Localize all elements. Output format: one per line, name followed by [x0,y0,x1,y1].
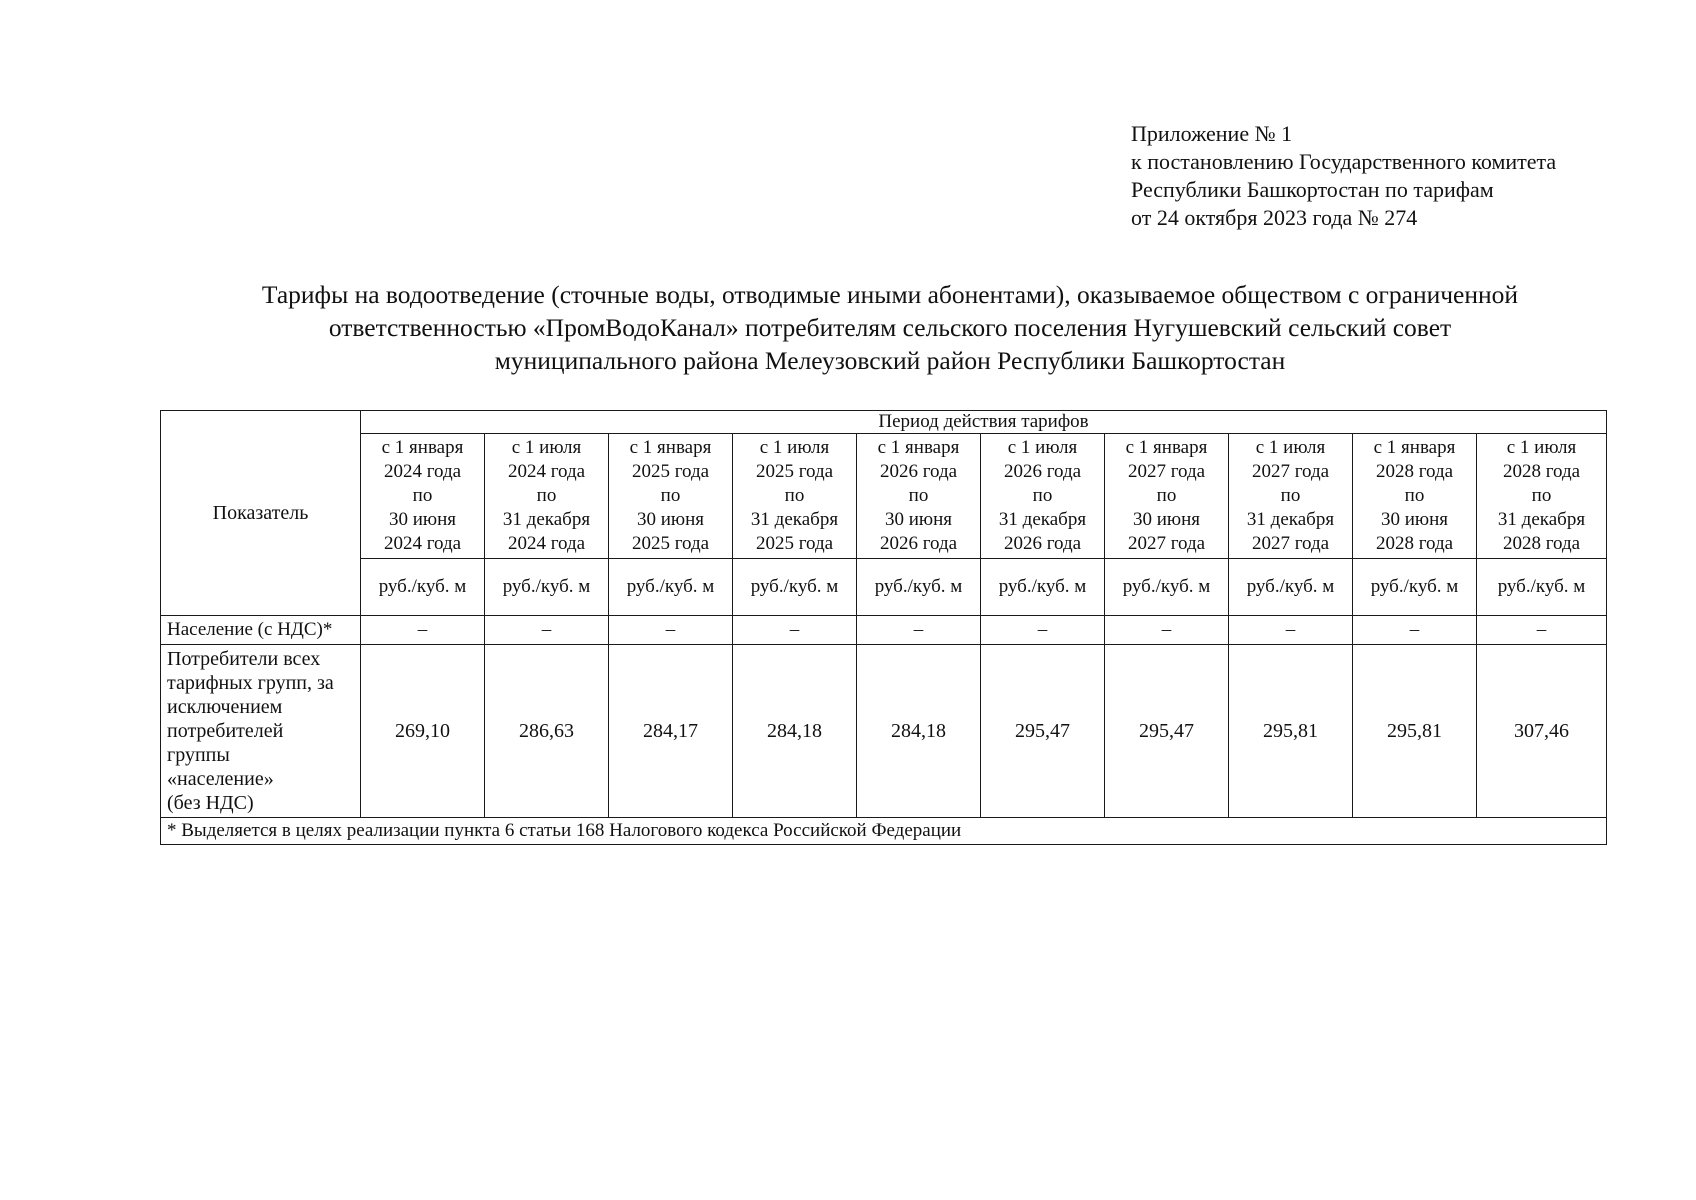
period-header: Период действия тарифов [361,411,1607,434]
period-line: 2026 года [879,533,958,554]
period-line: 2024 года [507,533,586,554]
period-line: с 1 января [1373,437,1456,458]
period-line: 30 июня [1132,509,1201,530]
period-line: по [412,485,433,506]
period-line: по [536,485,557,506]
unit-cell: руб./куб. м [1477,559,1607,616]
period-cell [361,434,485,559]
period-line: с 1 июля [759,437,830,458]
annex-line: от 24 октября 2023 года № 274 [1131,205,1418,230]
period-line: по [1032,485,1053,506]
tariff-value-cell: 295,47 [981,645,1105,818]
unit-cell: руб./куб. м [609,559,733,616]
annex-line: Приложение № 1 [1131,121,1293,146]
period-line: 30 июня [388,509,457,530]
period-line: 30 июня [884,509,953,530]
period-line: 30 июня [636,509,705,530]
title-line: муниципального района Мелеузовский район Республики Башкортостан [494,346,1286,375]
period-cell [733,434,857,559]
period-line: 2027 года [1251,461,1330,482]
tariff-value-cell: 284,17 [609,645,733,818]
period-line: с 1 июля [511,437,582,458]
unit-cell: руб./куб. м [1105,559,1229,616]
unit-cell: руб./куб. м [857,559,981,616]
period-line: с 1 июля [1255,437,1326,458]
period-line: по [1531,485,1552,506]
tariff-value-cell: – [361,616,485,645]
tariff-value-cell: – [1353,616,1477,645]
tariff-value-cell: – [857,616,981,645]
tariff-value-cell: 286,63 [485,645,609,818]
period-line: 2028 года [1502,461,1581,482]
period-line: 31 декабря [998,509,1087,530]
tariff-value-cell: 295,47 [1105,645,1229,818]
period-line: 2028 года [1375,461,1454,482]
row-label-line: потребителей [167,720,284,742]
tariff-value-cell: 284,18 [857,645,981,818]
indicator-header: Показатель [161,411,361,616]
row-label [161,616,361,645]
tariff-value-cell: 284,18 [733,645,857,818]
period-line: по [1404,485,1425,506]
row-label-line: Население (с НДС)* [167,619,333,640]
row-label-line: тарифных групп, за [167,672,334,694]
period-line: 2026 года [1003,533,1082,554]
tariff-value-cell: – [733,616,857,645]
period-line: 2028 года [1375,533,1454,554]
annex-line: к постановлению Государственного комитета [1131,149,1557,174]
row-label-line: группы [167,744,230,766]
period-line: 2025 года [755,461,834,482]
period-line: по [1156,485,1177,506]
unit-cell: руб./куб. м [485,559,609,616]
row-label-line: Потребители всех [167,648,321,670]
tariff-value-cell: 295,81 [1353,645,1477,818]
period-line: с 1 января [877,437,960,458]
tariff-table [160,410,1607,845]
row-label [161,645,361,818]
row-label-line: (без НДС) [167,792,254,814]
unit-cell: руб./куб. м [1353,559,1477,616]
row-label-line: исключением [167,696,283,718]
row-label-line: «население» [167,768,274,790]
period-line: 2024 года [383,461,462,482]
title-line: ответственностью «ПромВодоКанал» потребителям сельского поселения Нугушевский сельский совет [328,313,1452,342]
tariff-value-cell: – [1229,616,1353,645]
period-cell [1105,434,1229,559]
period-line: 2027 года [1127,461,1206,482]
tariff-value-cell: – [1477,616,1607,645]
annex-block [1131,120,1556,232]
period-line: 2026 года [1003,461,1082,482]
table-body [161,616,1607,818]
unit-row [161,559,1607,616]
period-cell [609,434,733,559]
period-line: 30 июня [1380,509,1449,530]
period-line: с 1 января [629,437,712,458]
period-line: 2025 года [755,533,834,554]
period-line: с 1 января [1125,437,1208,458]
tariff-value-cell: – [485,616,609,645]
tariff-value-cell: – [981,616,1105,645]
period-line: 2025 года [631,461,710,482]
period-cell [1477,434,1607,559]
period-line: 2027 года [1251,533,1330,554]
period-line: с 1 июля [1506,437,1577,458]
annex-line: Республики Башкортостан по тарифам [1131,177,1494,202]
period-line: 31 декабря [1246,509,1335,530]
table-row [161,645,1607,818]
period-line: 2026 года [879,461,958,482]
period-line: по [660,485,681,506]
table-row [161,616,1607,645]
period-line: 31 декабря [502,509,591,530]
unit-cell: руб./куб. м [733,559,857,616]
period-cell [981,434,1105,559]
unit-cell: руб./куб. м [361,559,485,616]
period-line: с 1 января [381,437,464,458]
period-cell [1229,434,1353,559]
unit-cell: руб./куб. м [981,559,1105,616]
period-line: с 1 июля [1007,437,1078,458]
period-line: по [908,485,929,506]
period-line: 2027 года [1127,533,1206,554]
period-line: 31 декабря [750,509,839,530]
tariff-value-cell: 295,81 [1229,645,1353,818]
title-line: Тарифы на водоотведение (сточные воды, отводимые иными абонентами), оказываемое обществом с ограниченной [261,280,1519,309]
period-cell [485,434,609,559]
period-cell [1353,434,1477,559]
tariff-value-cell: 269,10 [361,645,485,818]
tariff-value-cell: – [609,616,733,645]
period-line: 2028 года [1502,533,1581,554]
footnote: * Выделяется в целях реализации пункта 6 статьи 168 Налогового кодекса Российской Федерации [161,818,1607,845]
tariff-value-cell: – [1105,616,1229,645]
period-line: 2025 года [631,533,710,554]
unit-cell: руб./куб. м [1229,559,1353,616]
period-line: 31 декабря [1497,509,1586,530]
period-row [161,434,1607,559]
period-line: 2024 года [507,461,586,482]
period-cell [857,434,981,559]
tariff-value-cell: 307,46 [1477,645,1607,818]
period-line: по [784,485,805,506]
period-line: 2024 года [383,533,462,554]
document-title [160,278,1620,377]
period-line: по [1280,485,1301,506]
